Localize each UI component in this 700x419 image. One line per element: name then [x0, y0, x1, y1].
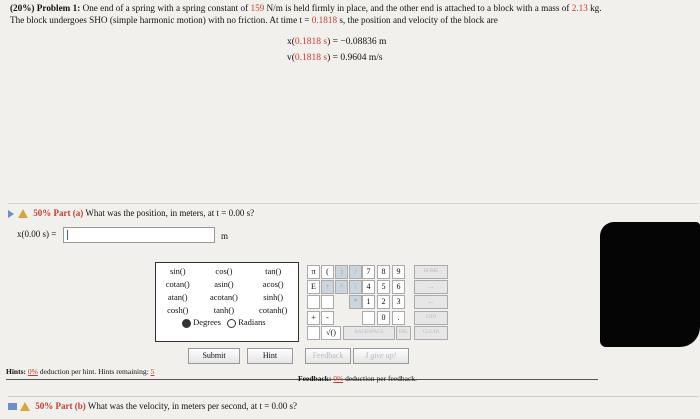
problem-text: The block undergoes SHO (simple harmonic motion) with no friction. At time t =	[10, 15, 310, 25]
up-arrow-icon[interactable]: ↑	[321, 280, 334, 294]
del-button[interactable]: DEL	[396, 326, 411, 340]
caret-button[interactable]: ^	[335, 280, 348, 294]
close-paren-button[interactable]: )	[335, 265, 348, 279]
asin-button[interactable]: asin()	[214, 278, 234, 289]
acotan-button[interactable]: acotan()	[210, 291, 238, 302]
part-a-label: Part (a)	[53, 208, 84, 218]
digit-6-button[interactable]: 6	[392, 280, 405, 294]
warning-icon	[20, 402, 30, 411]
part-a-header[interactable]	[8, 203, 698, 218]
blank-key	[307, 295, 320, 309]
minus-button[interactable]: -	[321, 311, 334, 325]
e-button[interactable]: E	[307, 280, 320, 294]
digit-9-button[interactable]: 9	[392, 265, 405, 279]
sin-button[interactable]: sin()	[169, 265, 186, 276]
eq-time: 0.1818 s	[294, 53, 328, 63]
expand-arrow-icon[interactable]	[8, 210, 14, 218]
digit-8-button[interactable]: 8	[377, 265, 390, 279]
hint-button[interactable]: Hint	[247, 348, 293, 364]
plus-button[interactable]: +	[307, 311, 320, 325]
eq-rhs: ) = −0.08836 m	[327, 37, 387, 47]
digit-3-button[interactable]: 3	[392, 295, 405, 309]
mass-value: 2.13	[571, 3, 588, 13]
answer-input[interactable]	[63, 227, 215, 243]
problem-statement	[10, 2, 690, 26]
atan-button[interactable]: atan()	[167, 291, 188, 302]
right-arrow-button[interactable]: →	[414, 280, 448, 294]
spring-constant-value: 159	[250, 3, 265, 13]
digit-2-button[interactable]: 2	[377, 295, 390, 309]
hints-text: deduction per hint. Hints remaining:	[39, 367, 149, 376]
unit-label: m	[221, 231, 229, 241]
redaction-blot	[600, 222, 700, 347]
tanh-button[interactable]: tanh()	[213, 304, 235, 315]
warning-icon	[18, 209, 28, 218]
submit-button[interactable]: Submit	[188, 348, 240, 364]
feedback-text: deduction per feedback.	[345, 374, 417, 383]
cotanh-button[interactable]: cotanh()	[259, 304, 288, 315]
hints-remaining: 5	[150, 367, 155, 376]
digit-4-button[interactable]: 4	[362, 280, 375, 294]
degrees-radio[interactable]	[182, 319, 191, 328]
digit-5-button[interactable]: 5	[377, 280, 390, 294]
cosh-button[interactable]: cosh()	[167, 304, 189, 315]
blank-key	[321, 295, 334, 309]
part-b-header[interactable]	[8, 396, 698, 415]
clear-button[interactable]: CLEAR	[414, 326, 448, 340]
pi-button[interactable]: π	[307, 265, 320, 279]
part-b-question: What was the velocity, in meters per second, at t = 0.00 s?	[87, 401, 298, 411]
hints-feedback-bar	[6, 366, 598, 383]
degrees-label: Degrees	[193, 317, 221, 327]
collapse-icon[interactable]	[8, 403, 17, 410]
eq-lhs: v(	[287, 53, 295, 63]
velocity-equation	[287, 53, 383, 63]
sinh-button[interactable]: sinh()	[263, 291, 284, 302]
text-caret	[67, 230, 68, 240]
blank-key	[307, 326, 320, 340]
backspace-button[interactable]: BACKSPACE	[343, 326, 395, 340]
home-button[interactable]: HOME	[414, 265, 448, 279]
acos-button[interactable]: acos()	[262, 278, 284, 289]
problem-weight: (20%)	[10, 3, 35, 13]
digit-1-button[interactable]: 1	[362, 295, 375, 309]
feedback-button[interactable]: Feedback	[305, 348, 351, 364]
cos-button[interactable]: cos()	[215, 265, 233, 276]
eq-lhs: x(	[287, 37, 295, 47]
blank-key	[362, 311, 375, 325]
digit-0-button[interactable]: 0	[377, 311, 390, 325]
star-button[interactable]: *	[349, 295, 362, 309]
function-keypad	[155, 262, 299, 342]
part-a-question: What was the position, in meters, at t = 0.00 s?	[85, 208, 255, 218]
slash-button[interactable]: /	[349, 265, 362, 279]
part-b-label: Part (b)	[55, 401, 86, 411]
dot-button[interactable]: .	[392, 311, 405, 325]
feedback-pct: 0%	[333, 374, 344, 383]
left-arrow-button[interactable]: ←	[414, 295, 448, 309]
eq-rhs: ) = 0.9604 m/s	[327, 53, 383, 63]
digit-7-button[interactable]: 7	[362, 265, 375, 279]
eq-time: 0.1818 s	[294, 37, 328, 47]
feedback-label: Feedback:	[298, 374, 332, 383]
hints-label: Hints:	[6, 367, 27, 376]
position-equation	[287, 37, 386, 47]
problem-text: kg.	[590, 3, 602, 13]
time-value: 0.1818	[311, 15, 338, 25]
tan-button[interactable]: tan()	[265, 265, 282, 276]
problem-label: Problem 1:	[36, 3, 81, 13]
problem-text: One end of a spring with a spring constant of	[82, 3, 249, 13]
end-button[interactable]: END	[414, 311, 448, 325]
problem-text: N/m is held firmly in place, and the other end is attached to a block with a mass of	[266, 3, 570, 13]
hints-pct: 0%	[27, 367, 38, 376]
part-b-weight: 50%	[35, 401, 54, 411]
give-up-button[interactable]: I give up!	[353, 348, 409, 364]
open-paren-button[interactable]: (	[321, 265, 334, 279]
part-a-weight: 50%	[33, 208, 52, 218]
sqrt-button[interactable]: √()	[321, 326, 341, 340]
radians-radio[interactable]	[227, 319, 236, 328]
backslash-button[interactable]: \	[349, 280, 362, 294]
cotan-button[interactable]: cotan()	[165, 278, 190, 289]
radians-label: Radians	[238, 317, 266, 327]
problem-text: s, the position and velocity of the block are	[339, 15, 498, 25]
answer-label: x(0.00 s) =	[17, 229, 57, 239]
